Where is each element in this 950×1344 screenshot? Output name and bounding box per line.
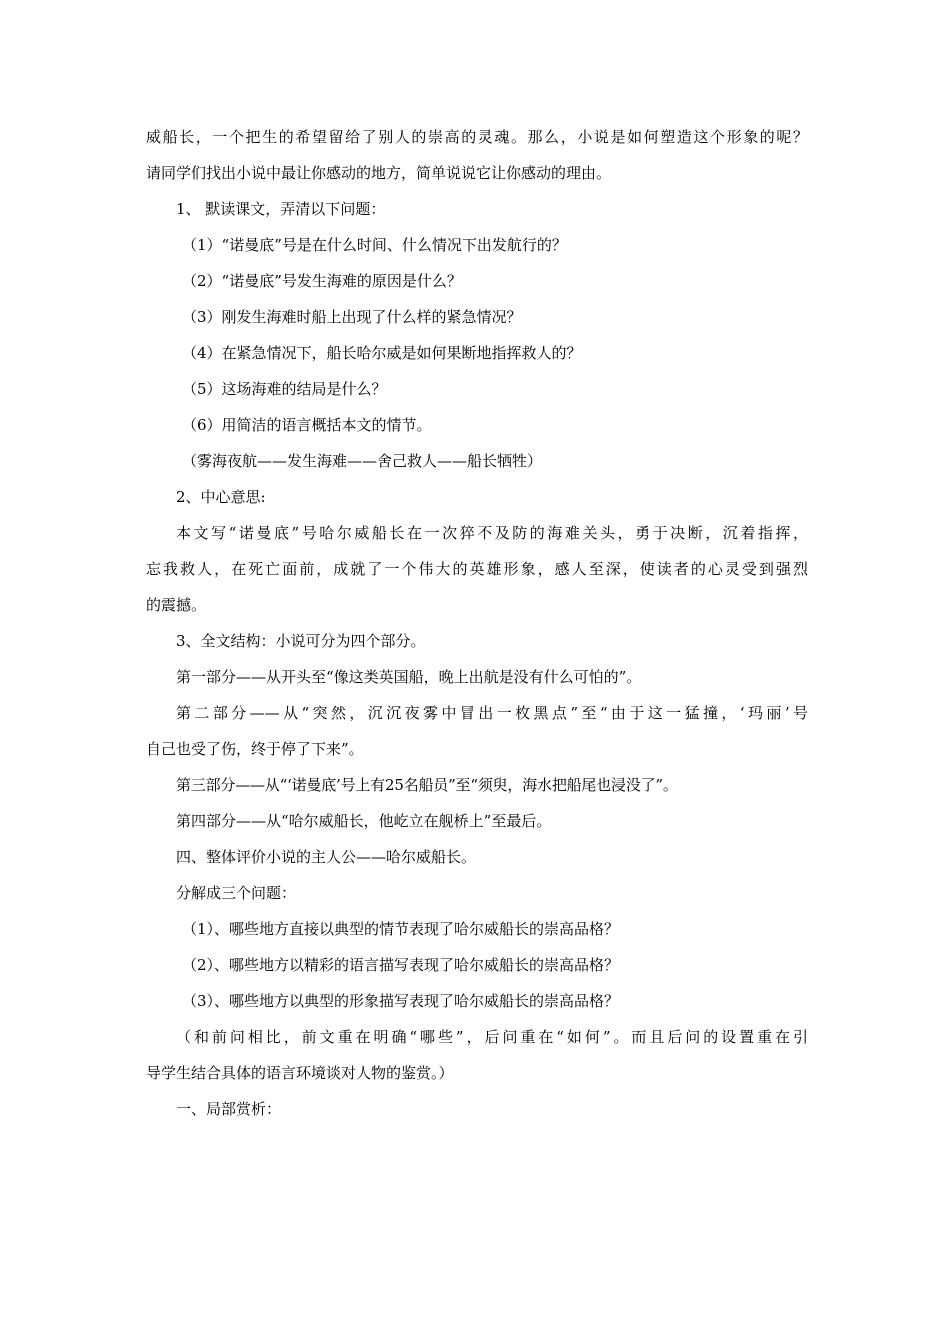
text-line-2: 请同学们找出小说中最让你感动的地方，简单说说它让你感动的理由。 [146, 164, 612, 182]
document-body [146, 119, 808, 1127]
section-heading-structure: 3、全文结构：小说可分为四个部分。 [176, 632, 426, 650]
structure-part-2-line-1: 第二部分——从“突然，沉沉夜雾中冒出一枚黑点”至“由于这一猛撞，‘玛丽’号 [176, 704, 808, 722]
evaluation-question-3: （3）、哪些地方以典型的形象描写表现了哈尔威船长的崇高品格？ [182, 992, 620, 1010]
central-idea-line-1: 本文写“诺曼底”号哈尔威船长在一次猝不及防的海难关头，勇于决断，沉着指挥， [176, 524, 808, 542]
section-heading-evaluation: 四、整体评价小说的主人公——哈尔威船长。 [176, 848, 477, 866]
text-line-1: 威船长，一个把生的希望留给了别人的崇高的灵魂。那么，小说是如何塑造这个形象的呢？ [146, 128, 808, 146]
evaluation-intro: 分解成三个问题： [176, 884, 297, 902]
question-line-6: （6）用简洁的语言概括本文的情节。 [182, 416, 432, 434]
structure-part-4: 第四部分——从“哈尔威船长，他屹立在舰桥上”至最后。 [176, 812, 552, 830]
evaluation-question-1: （1）、哪些地方直接以典型的情节表现了哈尔威船长的崇高品格？ [182, 920, 620, 938]
central-idea-line-3: 的震撼。 [146, 596, 207, 614]
evaluation-question-2: （2）、哪些地方以精彩的语言描写表现了哈尔威船长的崇高品格？ [182, 956, 620, 974]
structure-part-2-line-2: 自己也受了伤，终于停了下来”。 [146, 740, 364, 758]
section-heading-local-analysis: 一、局部赏析： [176, 1100, 282, 1118]
question-line-3: （3）刚发生海难时船上出现了什么样的紧急情况？ [182, 308, 522, 326]
question-line-4: （4）在紧急情况下，船长哈尔威是如何果断地指挥救人的？ [182, 344, 582, 362]
structure-part-3: 第三部分——从“‘诺曼底’号上有25名船员”至“须臾，海水把船尾也浸没了”。 [176, 776, 678, 794]
evaluation-note-line-1: （和前问相比，前文重在明确“哪些”，后问重在“如何”。而且后问的设置重在引 [176, 1028, 808, 1046]
question-line-5: （5）这场海难的结局是什么？ [182, 380, 387, 398]
evaluation-note-line-2: 导学生结合具体的语言环境谈对人物的鉴赏。） [146, 1064, 454, 1082]
plot-summary: （雾海夜航——发生海难——舍己救人——船长牺牲） [182, 452, 543, 470]
text-line-3: 1、 默读课文，弄清以下问题： [176, 200, 386, 218]
question-line-2: （2）“诺曼底”号发生海难的原因是什么？ [182, 272, 462, 290]
structure-part-1: 第一部分——从开头至“像这类英国船，晚上出航是没有什么可怕的”。 [176, 668, 642, 686]
central-idea-line-2: 忘我救人，在死亡面前，成就了一个伟大的英雄形象，感人至深，使读者的心灵受到强烈 [146, 560, 808, 578]
question-line-1: （1）“诺曼底”号是在什么时间、什么情况下出发航行的？ [182, 236, 567, 254]
section-heading-central-idea: 2、中心意思: [176, 488, 266, 506]
